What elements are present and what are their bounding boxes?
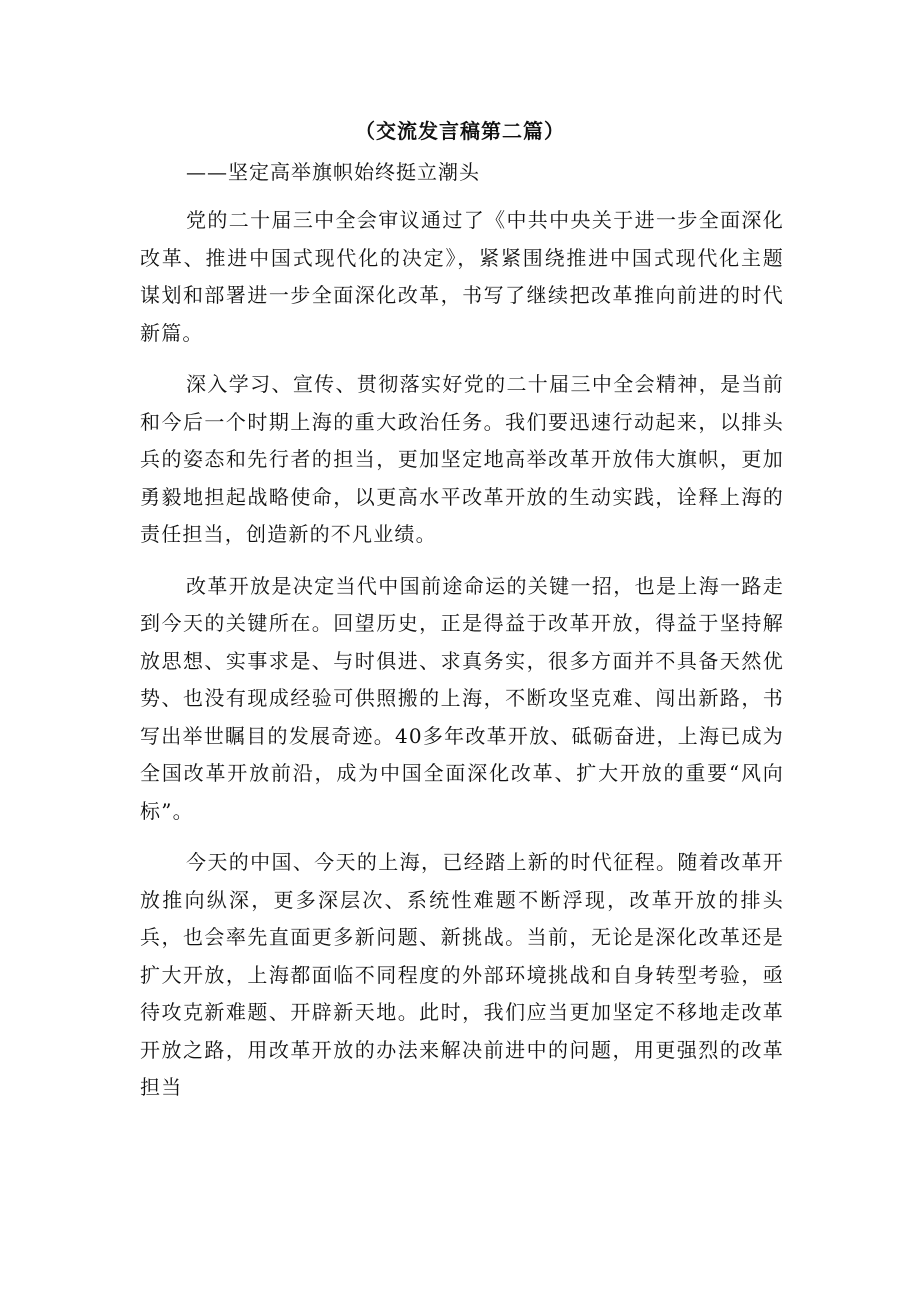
paragraph-4: 今天的中国、今天的上海，已经踏上新的时代征程。随着改革开放推向纵深，更多深层次、系统性难题不断浮现，改革开放的排头兵，也会率先直面更多新问题、新挑战。当前，无论是深化改革还是扩大开放，上海都面临不同程度的外部环境挑战和自身转型考验，亟待攻克新难题、开辟新天地。此时，我们应当更加坚定不移地走改革开放之路，用改革开放的办法来解决前进中的问题，用更强烈的改革担当 [140, 850, 784, 1099]
document-title: （交流发言稿第二篇） [355, 119, 565, 143]
document-subtitle: ——坚定高举旗帜始终挺立潮头 [186, 160, 480, 184]
document-body [140, 202, 784, 1121]
paragraph-1: 党的二十届三中全会审议通过了《中共中央关于进一步全面深化改革、推进中国式现代化的决定》，紧紧围绕推进中国式现代化主题谋划和部署进一步全面深化改革，书写了继续把改革推向前进的时代新篇。 [140, 208, 784, 345]
paragraph-3: 改革开放是决定当代中国前途命运的关键一招，也是上海一路走到今天的关键所在。回望历史，正是得益于改革开放，得益于坚持解放思想、实事求是、与时俱进、求真务实，很多方面并不具备天然优势、也没有现成经验可供照搬的上海，不断攻坚克难、闯出新路，书写出举世瞩目的发展奇迹。40多年改革开放、砥砺奋进，上海已成为全国改革开放前沿，成为中国全面深化改革、扩大开放的重要“风向标”。 [140, 573, 784, 823]
paragraph-2: 深入学习、宣传、贯彻落实好党的二十届三中全会精神，是当前和今后一个时期上海的重大政治任务。我们要迅速行动起来，以排头兵的姿态和先行者的担当，更加坚定地高举改革开放伟大旗帜，更加勇毅地担起战略使命，以更高水平改革开放的生动实践，诠释上海的责任担当，创造新的不凡业绩。 [140, 372, 784, 546]
